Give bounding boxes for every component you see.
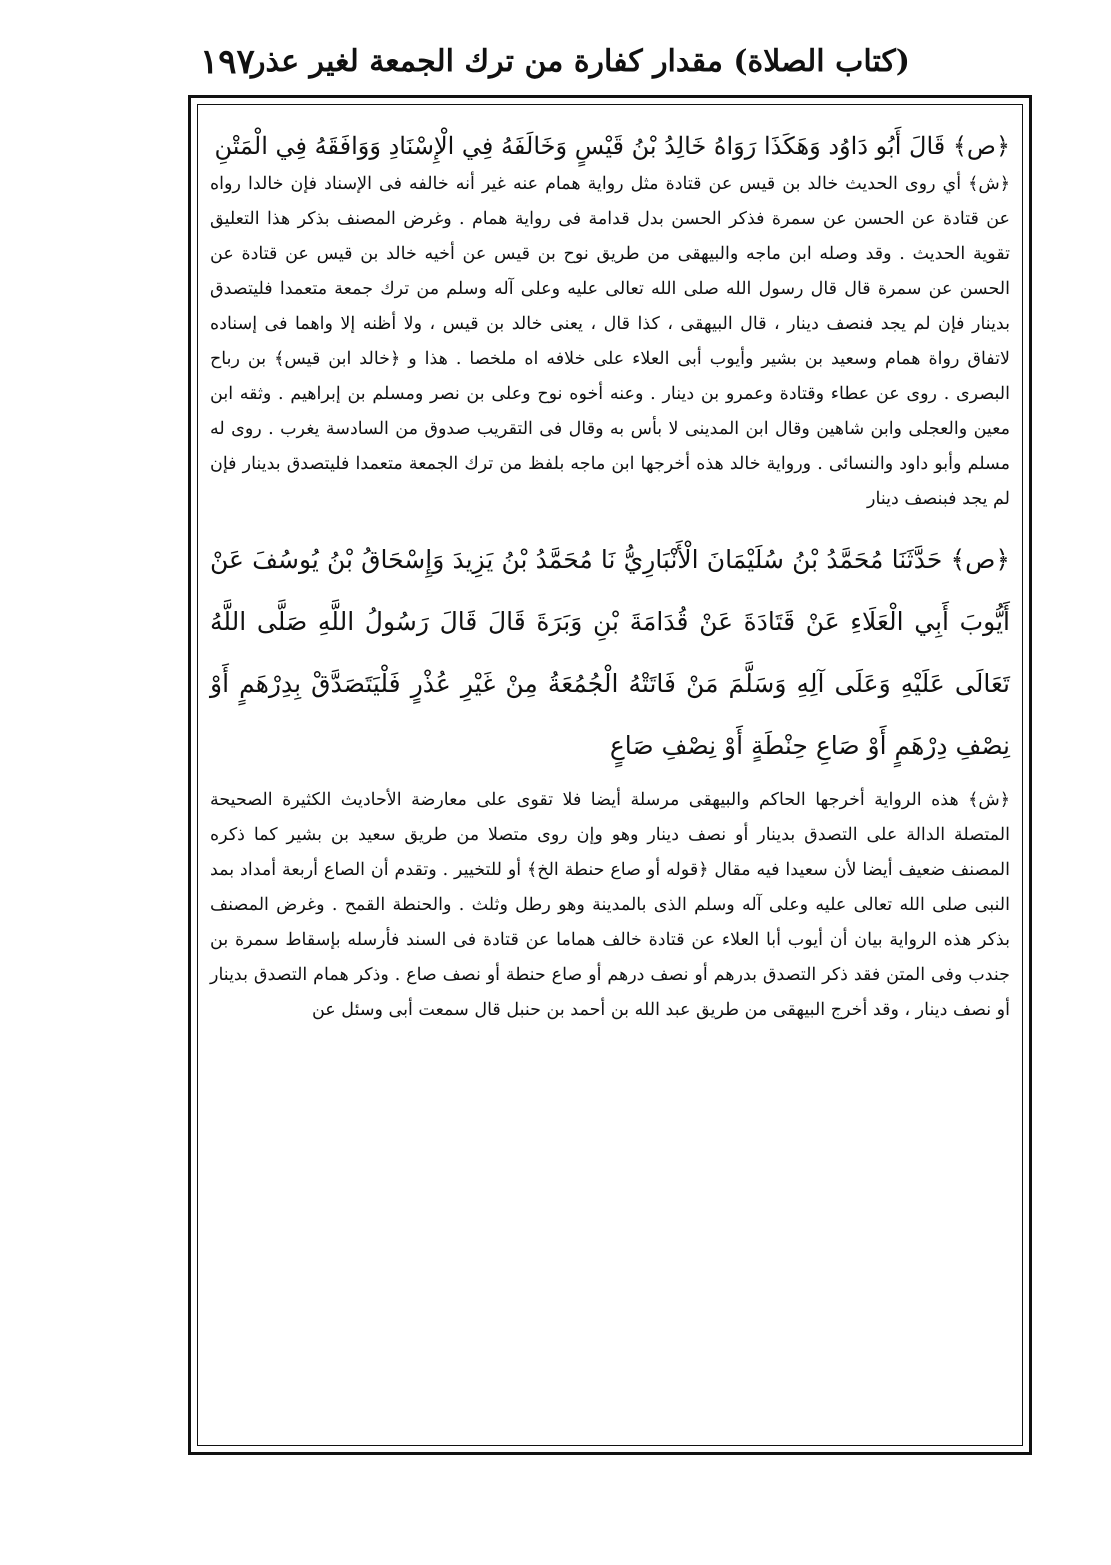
- page-number: ١٩٧: [200, 42, 255, 82]
- running-title: (كتاب الصلاة) مقدار كفارة من ترك الجمعة لغير عذر: [250, 44, 910, 79]
- sharh-paragraph-2: ﴿ش﴾ هذه الرواية أخرجها الحاكم والبيهقى مرسلة أيضا فلا تقوى على معارضة الأحاديث الكثيرة الصحيحة المتصلة الدالة على التصدق بدينار أو نصف دينار وهو وإن روى متصلا من طريق سعيد بن بشير كما ذكره المصنف ضعيف أيضا لأن سعيدا فيه مقال ﴿قوله أو صاع حنطة الخ﴾ أو للتخيير . وتقدم أن الصاع أربعة أمداد بمد النبى صلى الله تعالى عليه وعلى آله وسلم الذى بالمدينة وهو رطل وثلث . والحنطة القمح . وغرض المصنف بذكر هذه الرواية بيان أن أيوب أبا العلاء عن قتادة خالف هماما عن قتادة فى السند فأرسله بإسقاط سمرة بن جندب وفى المتن فقد ذكر التصدق بدرهم أو نصف درهم أو صاع حنطة أو نصف صاع . وذكر همام التصدق بدينار أو نصف دينار ، وقد أخرج البيهقى من طريق عبد الله بن أحمد بن حنبل قال سمعت أبى وسئل عن: [210, 790, 1010, 1020]
- page-frame: [188, 95, 1032, 1455]
- sharh-paragraph-1: ﴿ش﴾ أي روى الحديث خالد بن قيس عن قتادة مثل رواية همام عنه غير أنه خالفه فى الإسناد فإن خالدا رواه عن قتادة عن الحسن عن سمرة فذكر الحسن بدل قدامة فى رواية همام . وغرض المصنف بذكر هذا التعليق تقوية الحديث . وقد وصله ابن ماجه والبيهقى من طريق نوح بن قيس عن أخيه خالد بن قيس عن قتادة عن الحسن عن سمرة قال قال رسول الله صلى الله تعالى عليه وعلى آله وسلم من ترك جمعة متعمدا فليتصدق بدينار فإن لم يجد فنصف دينار ، قال البيهقى ، كذا قال ، يعنى خالد بن قيس ، ولا أظنه إلا واهما فى إسناده لاتفاق رواة همام وسعيد بن بشير وأيوب أبى العلاء على خلافه اه ملخصا . هذا و ﴿خالد ابن قيس﴾ بن رباح البصرى . روى عن عطاء وقتادة وعمرو بن دينار . وعنه أخوه نوح وعلى بن نصر ومسلم بن إبراهيم . وثقه ابن معين والعجلى وابن شاهين وقال ابن المدينى لا بأس به وقال فى التقريب صدوق من السادسة يغرب . روى له مسلم وأبو داود والنسائى . ورواية خالد هذه أخرجها ابن ماجه بلفظ من ترك الجمعة متعمدا فليتصدق بدينار فإن لم يجد فبنصف دينار: [210, 174, 1010, 509]
- page-header: [200, 40, 910, 90]
- matn-paragraph-2: ﴿ص﴾ حَدَّثَنَا مُحَمَّدُ بْنُ سُلَيْمَانَ الْأَنْبَارِيُّ نَا مُحَمَّدُ بْنُ يَزِيدَ وَإِسْحَاقُ بْنُ يُوسُفَ عَنْ أَيُّوبَ أَبِي الْعَلَاءِ عَنْ قَتَادَةَ عَنْ قُدَامَةَ بْنِ وَبَرَةَ قَالَ قَالَ رَسُولُ اللَّهِ صَلَّى اللَّهُ تَعَالَى عَلَيْهِ وَعَلَى آلِهِ وَسَلَّمَ مَنْ فَاتَتْهُ الْجُمُعَةُ مِنْ غَيْرِ عُذْرٍ فَلْيَتَصَدَّقْ بِدِرْهَمٍ أَوْ نِصْفِ دِرْهَمٍ أَوْ صَاعِ حِنْطَةٍ أَوْ نِصْفِ صَاعٍ: [210, 545, 1010, 760]
- matn-paragraph-1: ﴿ص﴾ قَالَ أَبُو دَاوُد وَهَكَذَا رَوَاهُ خَالِدُ بْنُ قَيْسٍ وَخَالَفَهُ فِي الْإِسْنَادِ وَوَافَقَهُ فِي الْمَتْنِ: [214, 132, 1010, 160]
- text-body: [210, 127, 1010, 1427]
- page-frame-inner: [197, 104, 1023, 1446]
